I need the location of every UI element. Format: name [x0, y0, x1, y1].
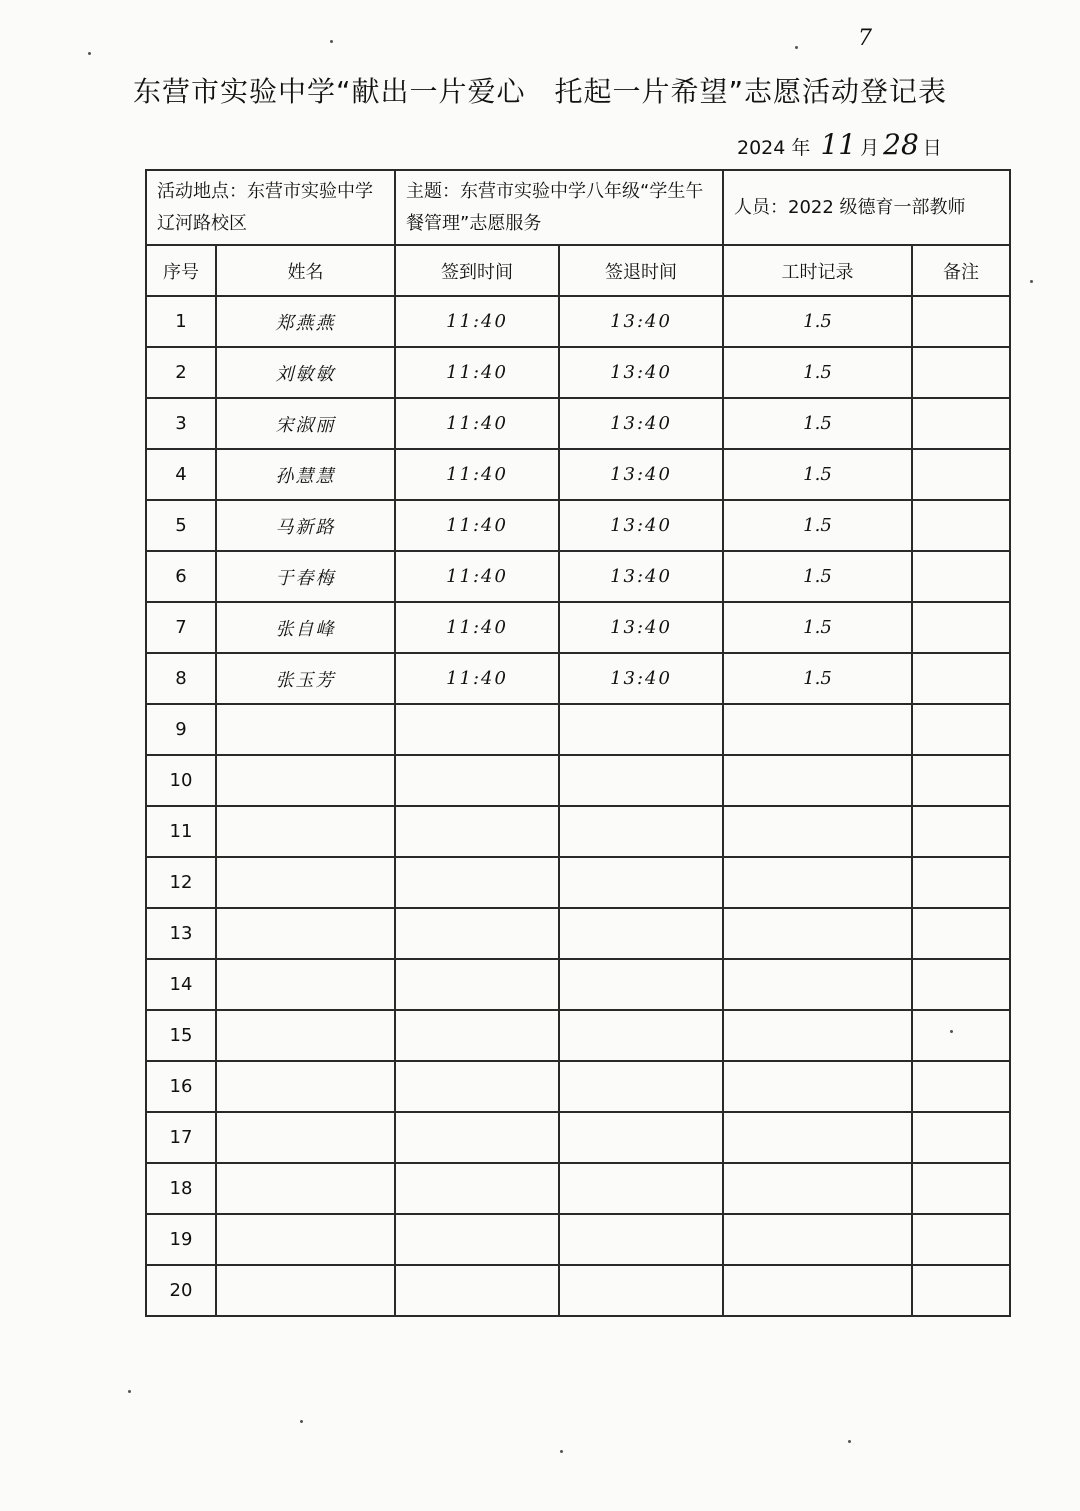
cell-hours: 1.5: [723, 500, 912, 551]
cell-name: [216, 806, 395, 857]
date-day: 28: [883, 128, 919, 161]
col-header-sign-out: 签退时间: [559, 245, 723, 296]
cell-sign-in: [395, 806, 559, 857]
cell-name: 张玉芳: [216, 653, 395, 704]
cell-note: [912, 398, 1010, 449]
table-row: [146, 551, 1010, 602]
cell-sign-out: [559, 755, 723, 806]
cell-sign-in: 11:40: [395, 398, 559, 449]
cell-seq: 10: [146, 755, 216, 806]
cell-sign-out: [559, 806, 723, 857]
cell-hours: 1.5: [723, 449, 912, 500]
table-row: [146, 755, 1010, 806]
table-row: [146, 449, 1010, 500]
scan-speck: [300, 1420, 303, 1423]
cell-sign-in: 11:40: [395, 602, 559, 653]
scan-speck: [848, 1440, 851, 1443]
table-row: [146, 806, 1010, 857]
cell-seq: 7: [146, 602, 216, 653]
cell-note: [912, 500, 1010, 551]
cell-note: [912, 296, 1010, 347]
cell-seq: 5: [146, 500, 216, 551]
cell-sign-in: [395, 1112, 559, 1163]
cell-sign-in: 11:40: [395, 500, 559, 551]
cell-seq: 15: [146, 1010, 216, 1061]
table-row: [146, 908, 1010, 959]
cell-note: [912, 551, 1010, 602]
cell-sign-in: [395, 704, 559, 755]
cell-seq: 13: [146, 908, 216, 959]
cell-seq: 4: [146, 449, 216, 500]
cell-note: [912, 1061, 1010, 1112]
cell-sign-out: [559, 704, 723, 755]
cell-sign-out: [559, 1061, 723, 1112]
cell-note: [912, 908, 1010, 959]
cell-name: 宋淑丽: [216, 398, 395, 449]
cell-sign-out: [559, 857, 723, 908]
cell-sign-in: [395, 1061, 559, 1112]
table-row: [146, 500, 1010, 551]
activity-location: 活动地点：东营市实验中学辽河路校区: [146, 170, 395, 245]
cell-hours: [723, 704, 912, 755]
cell-sign-in: [395, 1265, 559, 1316]
cell-sign-in: 11:40: [395, 449, 559, 500]
cell-note: [912, 1163, 1010, 1214]
cell-name: [216, 1112, 395, 1163]
cell-name: 于春梅: [216, 551, 395, 602]
cell-seq: 16: [146, 1061, 216, 1112]
cell-name: [216, 908, 395, 959]
cell-sign-out: 13:40: [559, 602, 723, 653]
cell-sign-out: [559, 1010, 723, 1061]
cell-note: [912, 806, 1010, 857]
cell-seq: 20: [146, 1265, 216, 1316]
scan-speck: [560, 1450, 563, 1453]
col-header-sign-in: 签到时间: [395, 245, 559, 296]
cell-sign-out: 13:40: [559, 398, 723, 449]
cell-sign-out: 13:40: [559, 551, 723, 602]
cell-hours: [723, 1061, 912, 1112]
cell-sign-out: [559, 1163, 723, 1214]
date-month-unit: 月: [860, 137, 880, 159]
cell-sign-in: [395, 959, 559, 1010]
cell-note: [912, 347, 1010, 398]
cell-seq: 19: [146, 1214, 216, 1265]
cell-hours: [723, 755, 912, 806]
cell-sign-out: [559, 1214, 723, 1265]
cell-seq: 17: [146, 1112, 216, 1163]
cell-sign-in: 11:40: [395, 551, 559, 602]
cell-hours: [723, 1214, 912, 1265]
registration-table: [145, 169, 1011, 1317]
cell-note: [912, 857, 1010, 908]
cell-sign-out: [559, 908, 723, 959]
cell-sign-out: 13:40: [559, 347, 723, 398]
table-row: [146, 704, 1010, 755]
cell-name: [216, 1010, 395, 1061]
info-row: [146, 170, 1010, 245]
cell-seq: 2: [146, 347, 216, 398]
page-title: 东营市实验中学“献出一片爱心 托起一片希望”志愿活动登记表: [132, 75, 947, 108]
cell-note: [912, 1112, 1010, 1163]
cell-hours: [723, 1163, 912, 1214]
col-header-note: 备注: [912, 245, 1010, 296]
cell-hours: 1.5: [723, 653, 912, 704]
cell-sign-in: 11:40: [395, 296, 559, 347]
cell-hours: 1.5: [723, 296, 912, 347]
table-row: [146, 1265, 1010, 1316]
cell-sign-out: 13:40: [559, 449, 723, 500]
cell-note: [912, 959, 1010, 1010]
cell-name: 郑燕燕: [216, 296, 395, 347]
scan-speck: [88, 52, 91, 55]
cell-sign-out: [559, 1112, 723, 1163]
scan-speck: [950, 1030, 953, 1033]
header-row: [146, 245, 1010, 296]
cell-seq: 14: [146, 959, 216, 1010]
cell-note: [912, 653, 1010, 704]
cell-name: [216, 857, 395, 908]
date-day-unit: 日: [922, 137, 942, 159]
cell-sign-in: [395, 857, 559, 908]
table-row: [146, 959, 1010, 1010]
table-row: [146, 602, 1010, 653]
cell-sign-out: [559, 1265, 723, 1316]
cell-note: [912, 704, 1010, 755]
cell-hours: [723, 959, 912, 1010]
cell-name: [216, 1163, 395, 1214]
cell-sign-in: [395, 908, 559, 959]
cell-hours: [723, 1010, 912, 1061]
table-row: [146, 653, 1010, 704]
cell-name: [216, 704, 395, 755]
cell-hours: [723, 1265, 912, 1316]
cell-note: [912, 1010, 1010, 1061]
cell-seq: 18: [146, 1163, 216, 1214]
table-row: [146, 1010, 1010, 1061]
cell-name: 孙慧慧: [216, 449, 395, 500]
cell-hours: [723, 908, 912, 959]
cell-hours: [723, 1112, 912, 1163]
date-year-unit: 年: [791, 137, 811, 159]
cell-hours: [723, 857, 912, 908]
cell-hours: 1.5: [723, 602, 912, 653]
cell-note: [912, 1214, 1010, 1265]
cell-name: [216, 1061, 395, 1112]
cell-hours: [723, 806, 912, 857]
scan-speck: [795, 46, 798, 49]
cell-seq: 1: [146, 296, 216, 347]
cell-sign-out: 13:40: [559, 500, 723, 551]
cell-note: [912, 755, 1010, 806]
scan-speck: [1030, 280, 1033, 283]
cell-name: 马新路: [216, 500, 395, 551]
cell-sign-in: 11:40: [395, 653, 559, 704]
cell-sign-in: [395, 755, 559, 806]
table-row: [146, 347, 1010, 398]
col-header-seq: 序号: [146, 245, 216, 296]
scan-speck: [330, 40, 333, 43]
table-row: [146, 1163, 1010, 1214]
col-header-hours: 工时记录: [723, 245, 912, 296]
date-year: 2024: [737, 137, 786, 159]
cell-hours: 1.5: [723, 347, 912, 398]
cell-sign-in: 11:40: [395, 347, 559, 398]
table-row: [146, 1112, 1010, 1163]
page-number: 7: [858, 26, 872, 51]
cell-seq: 12: [146, 857, 216, 908]
cell-seq: 11: [146, 806, 216, 857]
cell-note: [912, 449, 1010, 500]
cell-sign-in: [395, 1010, 559, 1061]
date-month: 11: [820, 128, 857, 161]
cell-sign-in: [395, 1214, 559, 1265]
cell-sign-in: [395, 1163, 559, 1214]
table-row: [146, 1061, 1010, 1112]
cell-note: [912, 1265, 1010, 1316]
table-row: [146, 1214, 1010, 1265]
table-row: [146, 398, 1010, 449]
cell-sign-out: 13:40: [559, 653, 723, 704]
activity-personnel: 人员：2022 级德育一部教师: [723, 170, 1010, 245]
cell-hours: 1.5: [723, 398, 912, 449]
cell-name: [216, 755, 395, 806]
cell-seq: 8: [146, 653, 216, 704]
cell-name: [216, 1265, 395, 1316]
table-row: [146, 857, 1010, 908]
cell-name: [216, 959, 395, 1010]
cell-sign-out: [559, 959, 723, 1010]
cell-seq: 6: [146, 551, 216, 602]
cell-name: 张自峰: [216, 602, 395, 653]
date-line: [737, 128, 942, 161]
activity-theme: 主题：东营市实验中学八年级“学生午餐管理”志愿服务: [395, 170, 723, 245]
scan-speck: [128, 1390, 131, 1393]
cell-note: [912, 602, 1010, 653]
cell-hours: 1.5: [723, 551, 912, 602]
cell-name: [216, 1214, 395, 1265]
cell-name: 刘敏敏: [216, 347, 395, 398]
cell-seq: 9: [146, 704, 216, 755]
cell-sign-out: 13:40: [559, 296, 723, 347]
col-header-name: 姓名: [216, 245, 395, 296]
table-row: [146, 296, 1010, 347]
cell-seq: 3: [146, 398, 216, 449]
